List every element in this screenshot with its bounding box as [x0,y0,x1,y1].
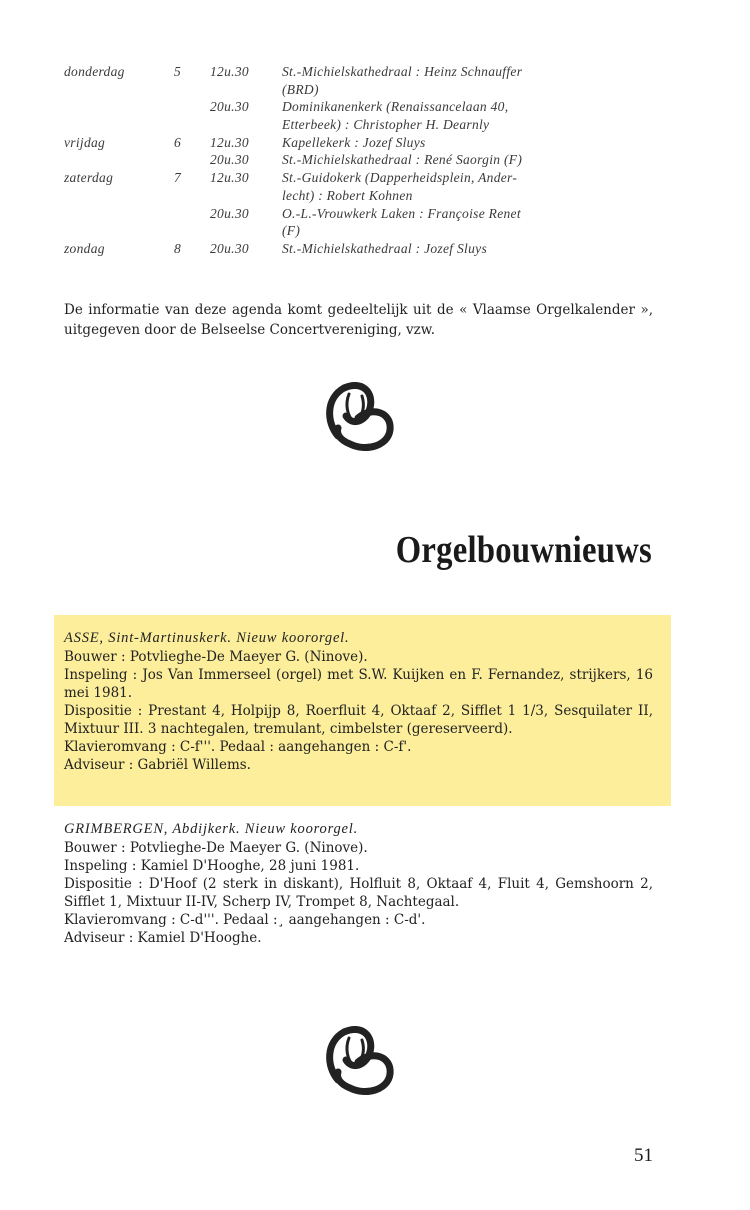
agenda-row-continuation [64,223,664,241]
agenda-day: zondag [64,240,105,256]
agenda-day: zaterdag [64,170,114,186]
agenda-place: (F) [282,223,301,239]
agenda-row-continuation [64,188,664,206]
agenda-place: (BRD) [282,81,319,97]
agenda-source-note: De informatie van deze agenda komt gedeeltelijk uit de « Vlaamse Orgelkalender », uitgegeven door de Belseelse Concertvereniging, vzw. [64,301,653,338]
entry-disposition: Dispositie : D'Hoof (2 sterk in diskant), Holfluit 8, Oktaaf 4, Fluit 4, Gemshoorn 2, Sifflet 1, Mixtuur II-IV, Scherp IV, Trompet 8, Nachtegaal. [64,876,653,910]
agenda-place: O.-L.-Vrouwkerk Laken : Françoise Renet [282,205,521,221]
agenda-day: donderdag [64,64,125,79]
agenda-time: 12u.30 [210,64,249,79]
agenda-place: lecht) : Robert Kohnen [282,187,413,203]
ornament-logo-icon [322,378,398,454]
agenda-row [64,170,664,188]
entry-builder: Bouwer : Potvlieghe-De Maeyer G. (Ninove). [64,840,368,856]
entry-disposition: Dispositie : Prestant 4, Holpijp 8, Roerfluit 4, Oktaaf 2, Sifflet 1 1/3, Sesquilater II, Mixtuur III. 3 nachtegalen, tremulant, cimbelster (gereserveerd). [64,703,653,737]
agenda-place: St.-Michielskathedraal : René Saorgin (F) [282,152,523,168]
agenda-time: 20u.30 [210,99,249,115]
agenda-row [64,64,664,82]
entry-inauguration: Inspeling : Jos Van Immerseel (orgel) met S.W. Kuijken en F. Fernandez, strijkers, 16 mei 1981. [64,667,653,701]
agenda-date: 6 [174,134,182,150]
agenda-place: Dominikanenkerk (Renaissancelaan 40, [282,99,509,115]
entry-title: ASSE, Sint-Martinuskerk. Nieuw koororgel. [64,630,350,646]
agenda-time: 20u.30 [210,205,249,221]
page-number: 51 [634,1145,653,1166]
agenda-row [64,152,664,170]
section-heading: Orgelbouwnieuws [395,529,652,571]
agenda-date: 8 [174,240,182,256]
agenda-row [64,135,664,153]
agenda-time: 20u.30 [210,240,249,256]
agenda-row [64,99,664,117]
entry-builder: Bouwer : Potvlieghe-De Maeyer G. (Ninove). [64,649,368,665]
agenda-row-continuation [64,82,664,100]
entry-compass: Klavieromvang : C-d'''. Pedaal :¸ aangehangen : C-d'. [64,912,426,928]
agenda-place: St.-Michielskathedraal : Jozef Sluys [282,240,488,256]
agenda-date: 5 [174,64,182,79]
ornament-logo-icon [322,1022,398,1098]
agenda-day: vrijdag [64,134,106,150]
agenda-row [64,241,664,259]
concert-agenda [64,64,664,259]
agenda-row [64,206,664,224]
entry-advisor: Adviseur : Kamiel D'Hooghe. [64,930,262,946]
organ-entry-grimbergen [64,820,653,947]
agenda-place: Kapellekerk : Jozef Sluys [282,134,426,150]
agenda-time: 20u.30 [210,152,249,168]
agenda-place: St.-Guidokerk (Dapperheidsplein, Ander- [282,170,518,186]
agenda-time: 12u.30 [210,170,249,186]
agenda-row-continuation [64,117,664,135]
agenda-date: 7 [174,170,182,186]
entry-compass: Klavieromvang : C-f'''. Pedaal : aangehangen : C-f'. [64,739,412,755]
entry-advisor: Adviseur : Gabriël Willems. [64,757,251,773]
entry-title: GRIMBERGEN, Abdijkerk. Nieuw koororgel. [64,821,359,837]
entry-inauguration: Inspeling : Kamiel D'Hooghe, 28 juni 1981. [64,858,360,874]
organ-entry-asse [64,629,653,774]
agenda-place: Etterbeek) : Christopher H. Dearnly [282,117,490,133]
agenda-place: St.-Michielskathedraal : Heinz Schnauffer [282,64,523,79]
agenda-time: 12u.30 [210,134,249,150]
